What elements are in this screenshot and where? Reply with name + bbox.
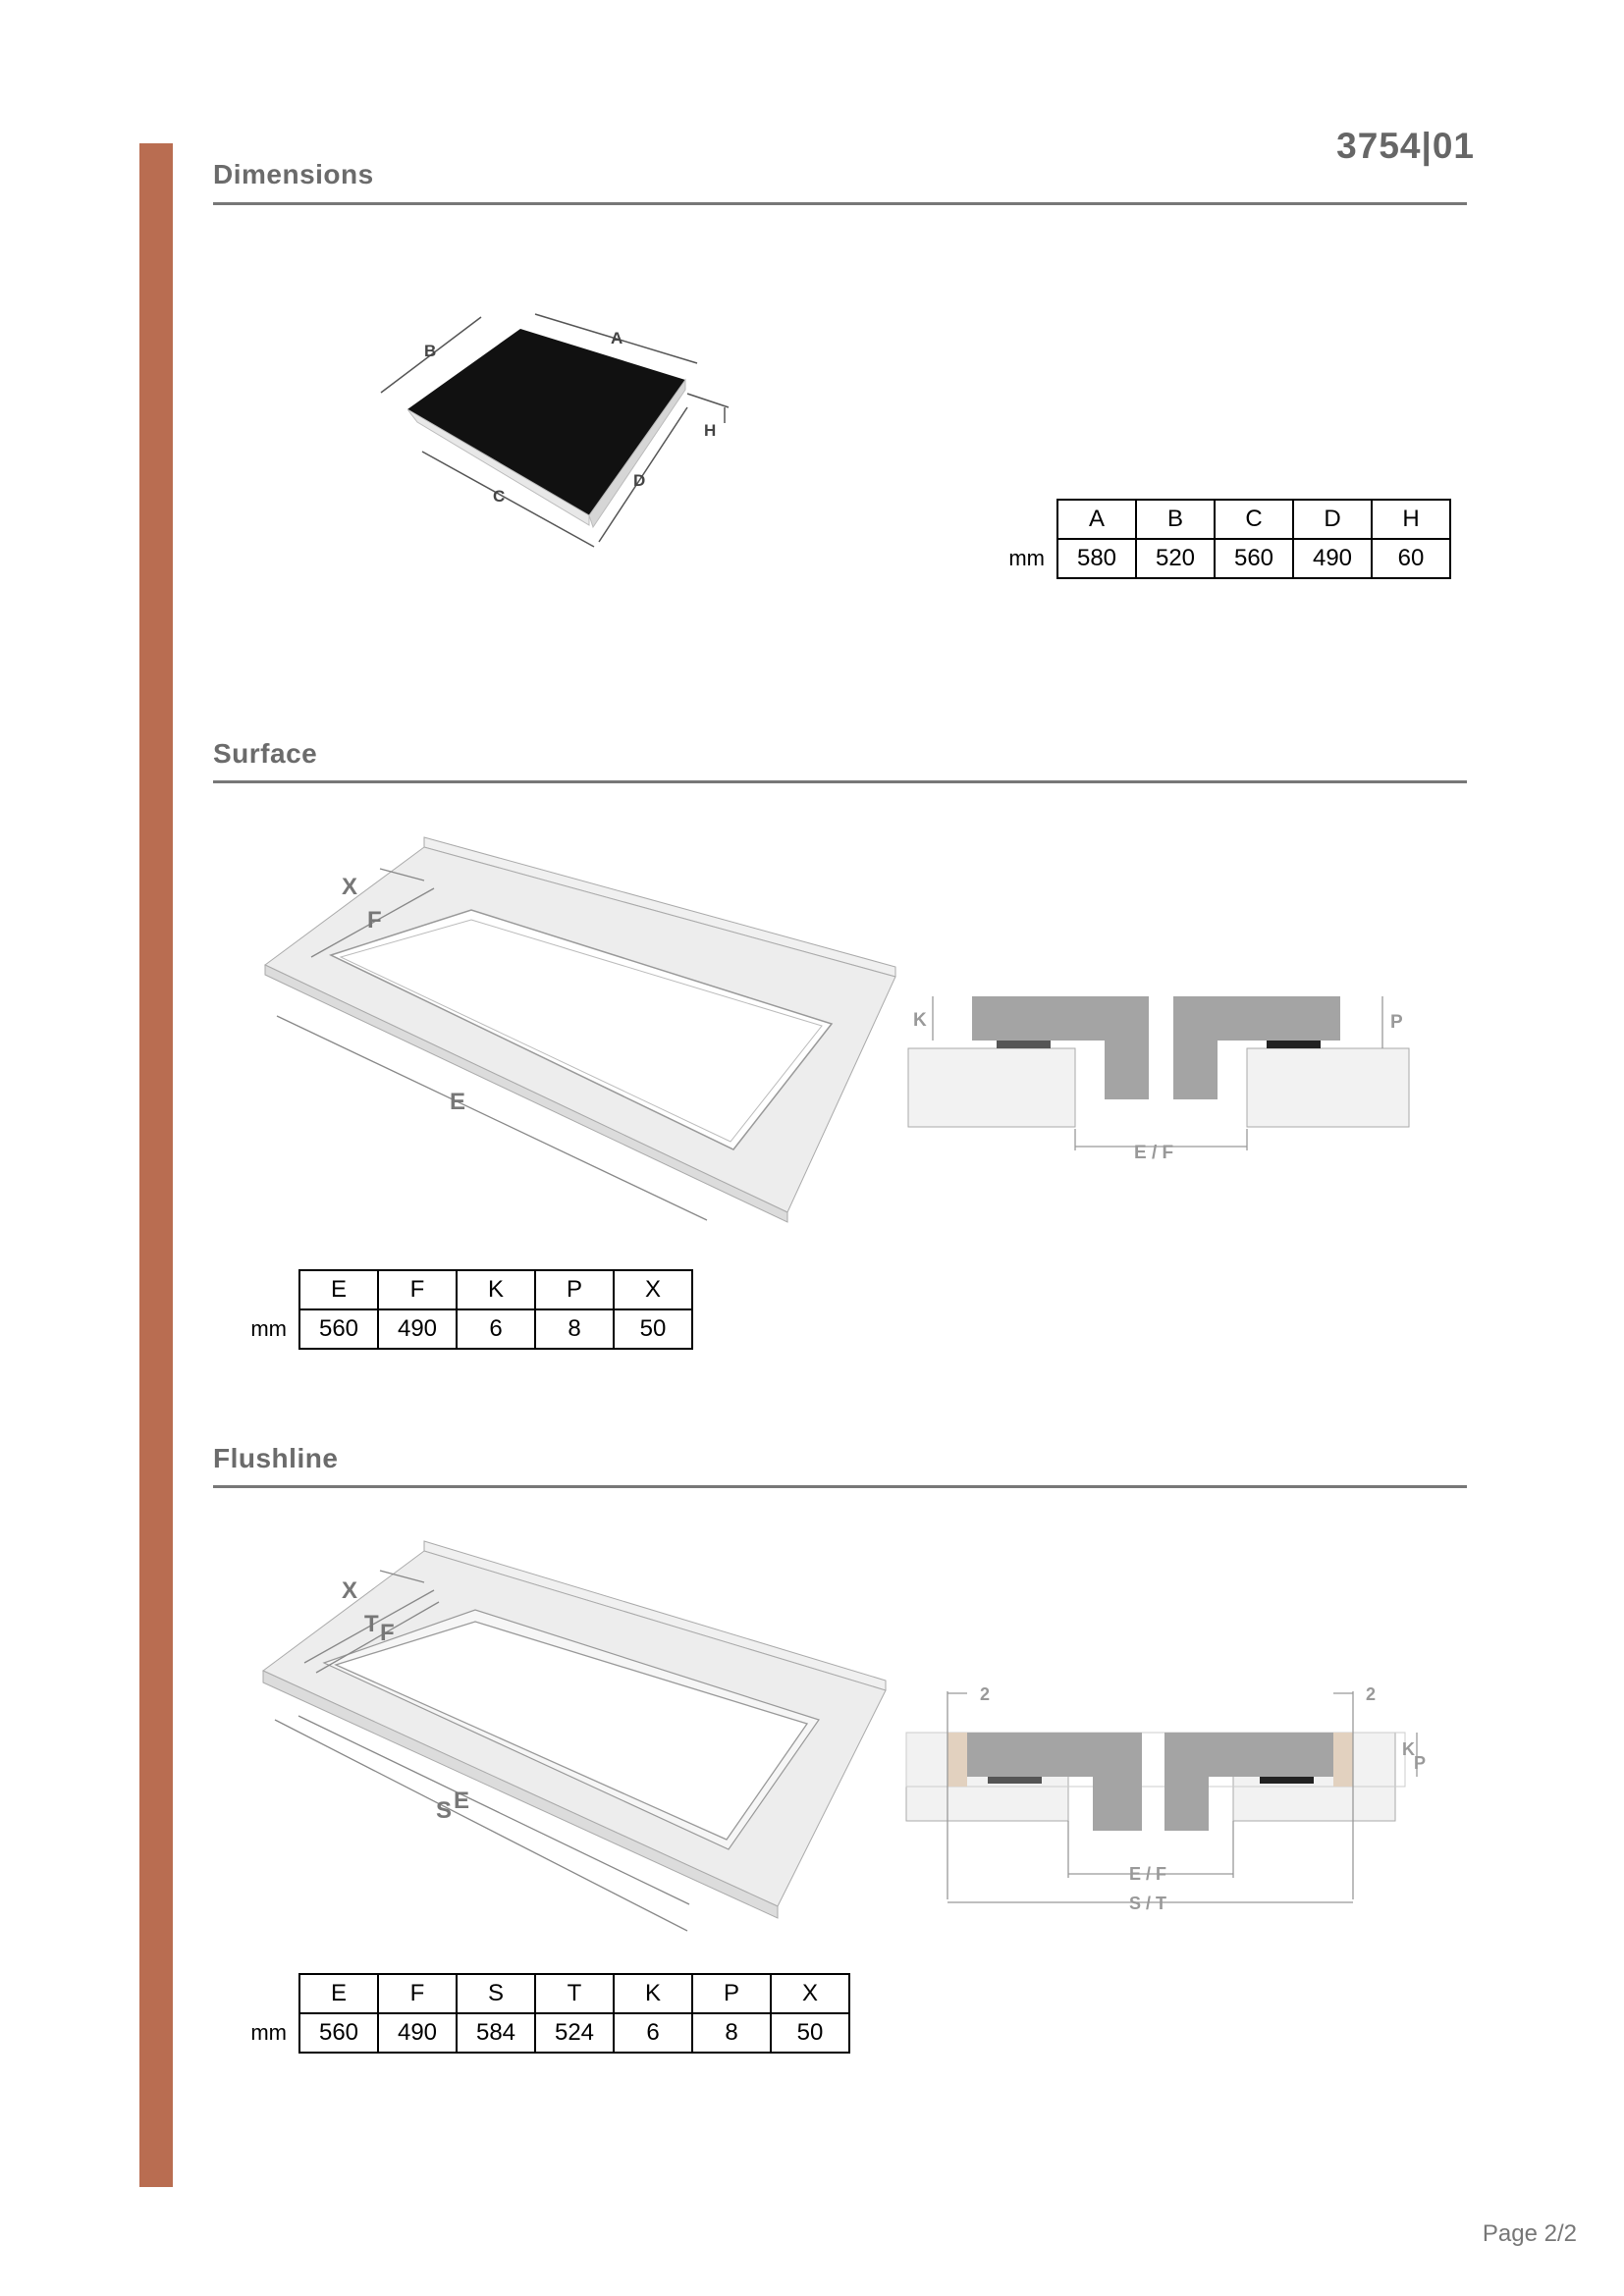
dim-label-d: D (633, 471, 646, 490)
table-value-row (980, 539, 1450, 578)
table-value-cell: 560 (299, 1309, 378, 1349)
table-header-cell: B (1136, 500, 1215, 539)
surface-label-e: E (450, 1089, 466, 1115)
flushline-label-t: T (364, 1611, 379, 1637)
surface-label-ef: E / F (1134, 1143, 1174, 1163)
dim-label-c: C (493, 487, 506, 506)
flushline-section-diagram (901, 1674, 1432, 1924)
table-value-cell: 584 (457, 2013, 535, 2053)
table-value-cell: 560 (299, 2013, 378, 2053)
dim-label-b: B (424, 342, 437, 360)
section-rule (213, 780, 1467, 783)
flushline-label-f: F (380, 1620, 395, 1646)
table-value-cell: 60 (1372, 539, 1450, 578)
flushline-label-ef: E / F (1129, 1864, 1167, 1884)
table-value-cell: 50 (614, 1309, 692, 1349)
table-header-cell: E (299, 1270, 378, 1309)
table-value-cell: 50 (771, 2013, 849, 2053)
table-value-cell: 8 (535, 1309, 614, 1349)
table-value-row (222, 1309, 692, 1349)
table-header-cell: D (1293, 500, 1372, 539)
table-value-cell: 8 (692, 2013, 771, 2053)
table-header-cell: F (378, 1270, 457, 1309)
surface-table (222, 1269, 693, 1350)
table-header-cell: A (1057, 500, 1136, 539)
section-title-dimensions: Dimensions (213, 159, 374, 189)
table-value-cell: 560 (1215, 539, 1293, 578)
table-unit: mm (1008, 546, 1045, 570)
section-title-surface: Surface (213, 738, 318, 769)
dim-label-h: H (704, 421, 717, 440)
table-header-cell: E (299, 1974, 378, 2013)
table-value-cell: 6 (457, 1309, 535, 1349)
dimensions-table (980, 499, 1451, 579)
flushline-label-k: K (1402, 1739, 1415, 1759)
page-number: Page 2/2 (1482, 2220, 1577, 2247)
flushline-label-s: S (436, 1797, 453, 1824)
flushline-label-p: P (1414, 1753, 1427, 1773)
section-title-flushline: Flushline (213, 1443, 339, 1473)
table-header-cell: C (1215, 500, 1293, 539)
hob-dimensions-diagram (353, 299, 746, 560)
table-value-cell: 520 (1136, 539, 1215, 578)
document-code: 3754|01 (1336, 126, 1475, 166)
flushline-label-gap-right: 2 (1366, 1684, 1377, 1704)
table-header-row (980, 500, 1450, 539)
table-value-cell: 490 (1293, 539, 1372, 578)
section-rule (213, 202, 1467, 205)
surface-label-p: P (1390, 1012, 1403, 1033)
table-header-cell: K (614, 1974, 692, 2013)
flushline-label-e: E (454, 1788, 470, 1814)
table-value-cell: 490 (378, 1309, 457, 1349)
table-header-cell: H (1372, 500, 1450, 539)
table-value-cell: 524 (535, 2013, 614, 2053)
table-value-cell: 580 (1057, 539, 1136, 578)
table-header-cell: T (535, 1974, 614, 2013)
flushline-cutout-diagram (257, 1533, 905, 1946)
surface-section-diagram (903, 982, 1414, 1168)
table-value-cell: 6 (614, 2013, 692, 2053)
section-rule (213, 1485, 1467, 1488)
accent-sidebar (139, 143, 173, 2187)
flushline-label-gap-left: 2 (980, 1684, 991, 1704)
table-header-cell: X (614, 1270, 692, 1309)
table-header-row (222, 1974, 849, 2013)
surface-label-k: K (913, 1010, 927, 1031)
table-unit: mm (250, 1316, 287, 1341)
flushline-table (222, 1973, 850, 2054)
dim-label-a: A (611, 329, 623, 347)
table-value-row (222, 2013, 849, 2053)
table-header-cell: P (535, 1270, 614, 1309)
flushline-label-st: S / T (1129, 1894, 1167, 1913)
table-header-row (222, 1270, 692, 1309)
table-header-cell: X (771, 1974, 849, 2013)
table-header-cell: K (457, 1270, 535, 1309)
table-header-cell: P (692, 1974, 771, 2013)
table-unit: mm (250, 2020, 287, 2045)
surface-cutout-diagram (257, 829, 905, 1232)
surface-label-f: F (367, 907, 382, 934)
surface-label-x: X (342, 874, 358, 900)
table-header-cell: F (378, 1974, 457, 2013)
table-header-cell: S (457, 1974, 535, 2013)
flushline-label-x: X (342, 1577, 358, 1604)
table-value-cell: 490 (378, 2013, 457, 2053)
